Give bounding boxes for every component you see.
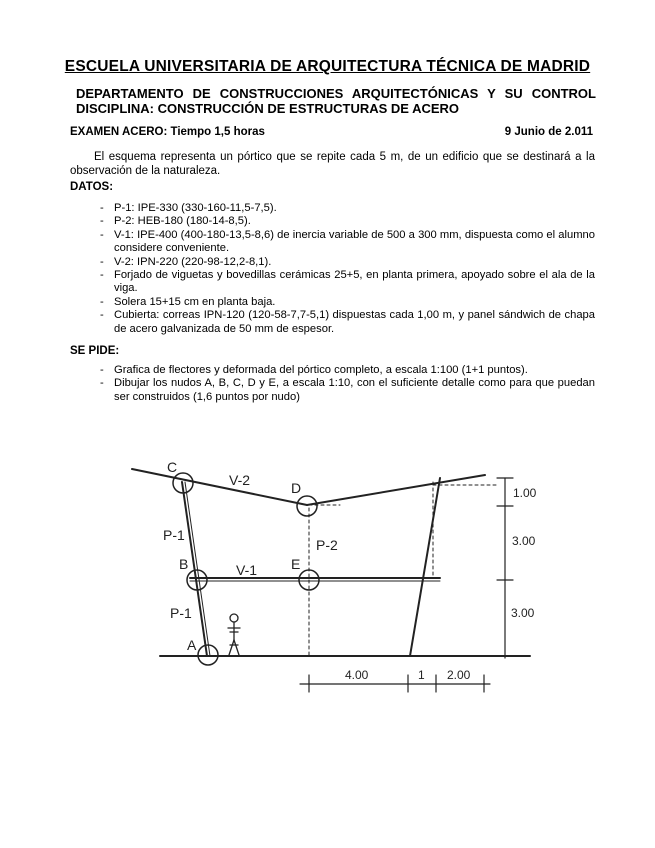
member-label-p2: P-2 xyxy=(316,537,338,553)
discipline-line: DISCIPLINA: CONSTRUCCIÓN DE ESTRUCTURAS DE ACERO xyxy=(76,101,460,116)
intro-paragraph: El esquema representa un pórtico que se repite cada 5 m, de un edificio que se destinará a la observación de la naturaleza. xyxy=(70,151,595,177)
dim-label-bottom: 3.00 xyxy=(511,606,535,620)
list-item: - V-2: IPN-220 (220-98-12,2-8,1). xyxy=(100,256,595,269)
dim-label-span-small: 1 xyxy=(418,668,425,682)
list-item: - P-2: HEB-180 (180-14-8,5). xyxy=(100,215,595,228)
column-right xyxy=(410,478,440,656)
node-label-c: C xyxy=(167,459,178,475)
school-title: ESCUELA UNIVERSITARIA DE ARQUITECTURA TÉCNICA DE MADRID xyxy=(64,58,591,75)
beam-v2-right xyxy=(307,475,485,505)
node-label-d: D xyxy=(291,480,302,496)
member-label-v2: V-2 xyxy=(229,472,251,488)
datos-heading: DATOS: xyxy=(70,181,114,193)
list-item: - V-1: IPE-400 (400-180-13,5-8,6) de inercia variable de 500 a 300 mm, dispuesta como el alumno considere conveniente. xyxy=(100,229,595,256)
node-label-a: A xyxy=(187,637,197,653)
list-item: - Grafica de flectores y deformada del pórtico completo, a escala 1:100 (1+1 puntos). xyxy=(100,364,595,377)
list-item: - Forjado de viguetas y bovedillas cerámicas 25+5, en planta primera, apoyado sobre el ala de la viga. xyxy=(100,269,595,296)
dim-label-span2: 2.00 xyxy=(447,668,471,682)
node-label-b: B xyxy=(179,556,189,572)
member-label-p1-bottom: P-1 xyxy=(170,605,192,621)
member-label-p1-top: P-1 xyxy=(163,527,185,543)
exam-date: 9 Junio de 2.011 xyxy=(504,126,593,138)
dim-label-middle: 3.00 xyxy=(512,534,536,548)
member-label-v1: V-1 xyxy=(236,562,258,578)
list-item: - Dibujar los nudos A, B, C, D y E, a escala 1:10, con el suficiente detalle como para que puedan ser construidos (1,6 puntos por nudo) xyxy=(100,377,595,404)
list-item: - P-1: IPE-330 (330-160-11,5-7,5). xyxy=(100,202,595,215)
list-item: - Solera 15+15 cm en planta baja. xyxy=(100,296,595,309)
list-item: - Cubierta: correas IPN-120 (120-58-7,7-5,1) dispuestas cada 1,00 m, y panel sándwich de chapa de acero galvanizada de 50 mm de espesor. xyxy=(100,309,595,336)
sepide-heading: SE PIDE: xyxy=(70,345,120,357)
dim-label-span1: 4.00 xyxy=(345,668,369,682)
human-figure-icon xyxy=(228,614,240,655)
node-label-e: E xyxy=(291,556,301,572)
exam-title: EXAMEN ACERO: Tiempo 1,5 horas xyxy=(70,126,265,138)
dim-label-top: 1.00 xyxy=(513,486,537,500)
department-line: DEPARTAMENTO DE CONSTRUCCIONES ARQUITECTÓNICAS Y SU CONTROL xyxy=(76,86,596,101)
beam-v2-left xyxy=(132,469,307,505)
column-p1-flange xyxy=(185,482,210,656)
